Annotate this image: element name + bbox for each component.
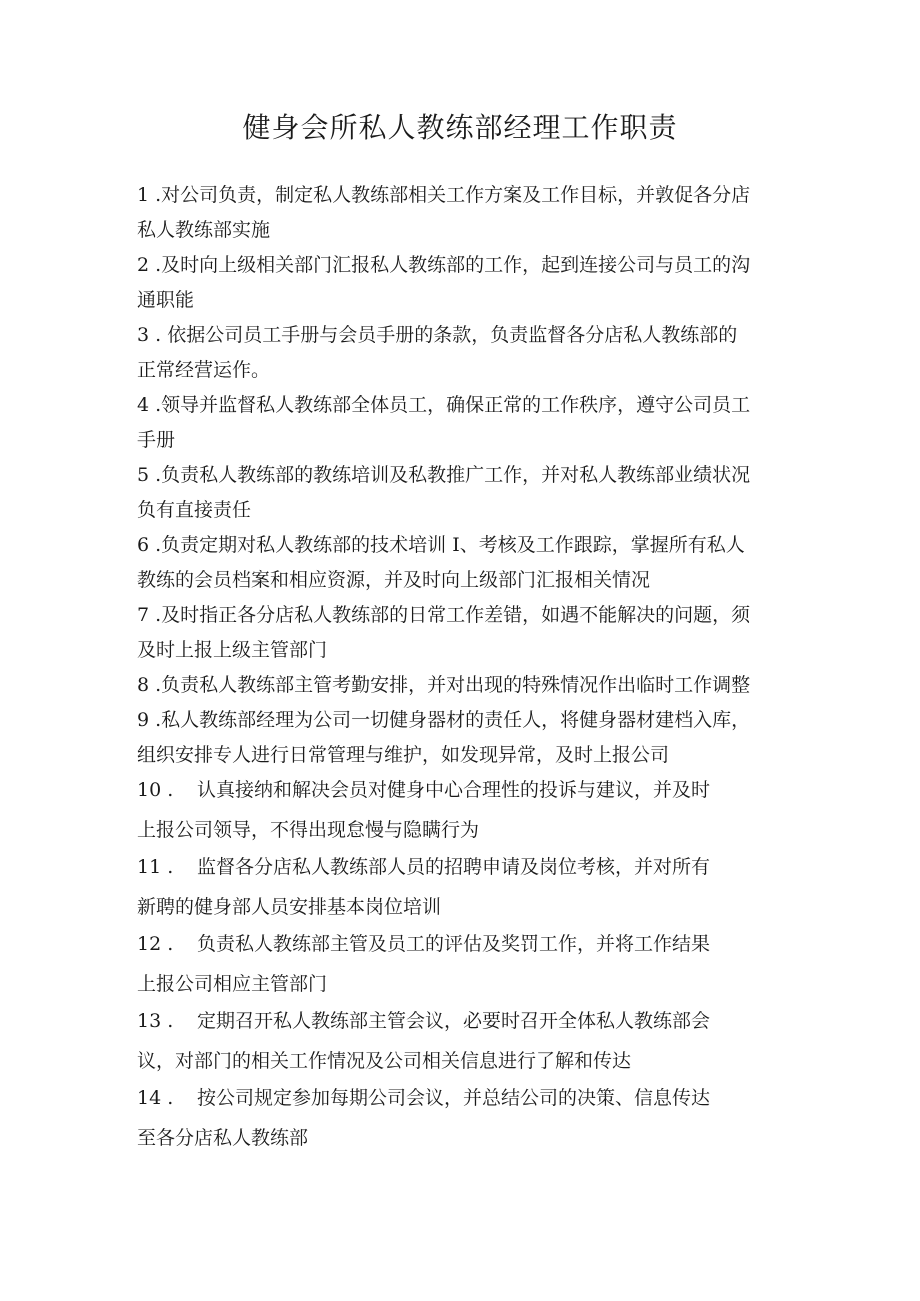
item-line: 3 . 依据公司员工手册与会员手册的条款，负责监督各分店私人教练部的 (137, 324, 738, 346)
item-text: 监督各分店私人教练部人员的招聘申请及岗位考核，并对所有 (197, 856, 711, 878)
item-line: 8 .负责私人教练部主管考勤安排，并对出现的特殊情况作出临时工作调整 (137, 674, 751, 696)
list-item (137, 703, 797, 773)
list-item (137, 927, 797, 1004)
item-text: 定期召开私人教练部主管会议，必要时召开全体私人教练部会 (197, 1010, 711, 1032)
item-line: 上报公司领导，不得出现怠慢与隐瞒行为 (137, 819, 480, 841)
item-line (137, 773, 797, 810)
item-number: 10 . (137, 779, 174, 801)
item-line (137, 1081, 797, 1118)
item-line: 至各分店私人教练部 (137, 1127, 309, 1149)
list-item (137, 178, 797, 248)
item-line (137, 850, 797, 887)
list-item (137, 318, 797, 388)
item-line: 1 .对公司负责，制定私人教练部相关工作方案及工作目标，并敦促各分店 (137, 184, 751, 206)
duty-list (137, 178, 797, 1158)
item-text: 认真接纳和解决会员对健身中心合理性的投诉与建议，并及时 (197, 779, 711, 801)
item-line: 2 .及时向上级相关部门汇报私人教练部的工作，起到连接公司与员工的沟 (137, 254, 751, 276)
item-line: 议，对部门的相关工作情况及公司相关信息进行了解和传达 (137, 1050, 632, 1072)
item-line: 及时上报上级主管部门 (137, 639, 328, 661)
item-number: 13 . (137, 1010, 174, 1032)
item-line: 4 .领导并监督私人教练部全体员工，确保正常的工作秩序，遵守公司员工 (137, 394, 751, 416)
list-item (137, 388, 797, 458)
item-line: 通职能 (137, 289, 195, 311)
list-item (137, 248, 797, 318)
item-line: 新聘的健身部人员安排基本岗位培训 (137, 896, 442, 918)
list-item (137, 458, 797, 528)
list-item (137, 668, 797, 703)
item-line: 7 .及时指正各分店私人教练部的日常工作差错，如遇不能解决的问题，须 (137, 604, 751, 626)
document-title: 健身会所私人教练部经理工作职责 (242, 111, 678, 144)
item-line: 负有直接责任 (137, 499, 252, 521)
item-line: 5 .负责私人教练部的教练培训及私教推广工作，并对私人教练部业绩状况 (137, 464, 751, 486)
list-item (137, 1081, 797, 1158)
list-item (137, 528, 797, 598)
list-item (137, 598, 797, 668)
item-line: 私人教练部实施 (137, 219, 271, 241)
item-line: 正常经营运作。 (137, 359, 271, 381)
list-item (137, 773, 797, 850)
list-item (137, 1004, 797, 1081)
item-line (137, 1004, 797, 1041)
item-line (137, 927, 797, 964)
item-text: 负责私人教练部主管及员工的评估及奖罚工作，并将工作结果 (197, 933, 711, 955)
item-line: 上报公司相应主管部门 (137, 973, 328, 995)
item-line: 组织安排专人进行日常管理与维护，如发现异常，及时上报公司 (137, 744, 670, 766)
item-text: 按公司规定参加每期公司会议，并总结公司的决策、信息传达 (197, 1087, 711, 1109)
item-number: 11 . (137, 856, 174, 878)
item-number: 12 . (137, 933, 174, 955)
item-line: 手册 (137, 429, 176, 451)
list-item (137, 850, 797, 927)
item-number: 14 . (137, 1087, 174, 1109)
item-line: 9 .私人教练部经理为公司一切健身器材的责任人，将健身器材建档入库， (137, 709, 751, 731)
item-line: 教练的会员档案和相应资源，并及时向上级部门汇报相关情况 (137, 569, 651, 591)
item-line: 6 .负责定期对私人教练部的技术培训 I、考核及工作跟踪，掌握所有私人 (137, 534, 745, 556)
